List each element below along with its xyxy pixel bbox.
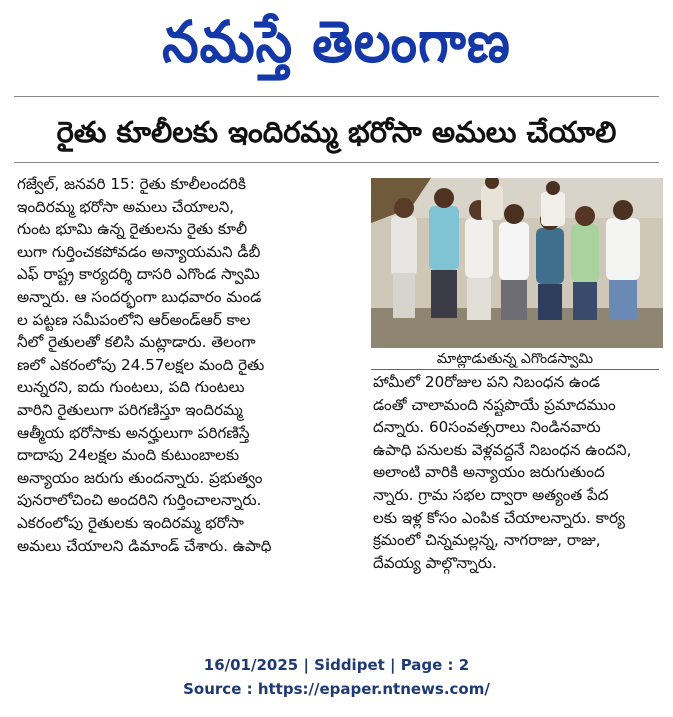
top-divider	[14, 96, 659, 97]
photo-caption: మాట్లాడుతున్న ఎగొండస్వామి	[371, 348, 659, 370]
article-text-line: ల పట్టణ సమీపంలోని ఆర్అండ్ఆర్ కాల	[17, 310, 251, 329]
article-text-line: నీలో రైతులతో కలిసి మట్లాడారు. తెలంగా	[17, 333, 256, 352]
article-text-line: ఎకరంలోపు రైతులకు ఇందిరమ్మ భరోసా	[17, 513, 244, 532]
article-column-right	[373, 371, 659, 574]
article-text-line: అన్నారు. ఆ సందర్భంగా బుధవారం మండ	[17, 287, 262, 306]
article-text-line: న్నారు. గ్రామ సభల ద్వారా అత్యంత పేద	[373, 485, 609, 504]
article-text-line: పునరాలోచించి అందరిని గుర్తించాలన్నారు.	[17, 491, 262, 510]
article-text-line: అన్యాయం జరుగు తుందన్నారు. ప్రభుత్వం	[17, 468, 263, 487]
article-text-line: డంతో చాలామంది నష్టపొయే ప్రమాదముం	[373, 395, 616, 414]
article-text-line: వారిని రైతులుగా పరిగణిస్తూ ఇందిరమ్మ	[17, 400, 243, 419]
article-photo	[371, 178, 663, 348]
masthead-title: నమస్తే తెలంగాణ	[162, 9, 511, 76]
footer-source: Source : https://epaper.ntnews.com/	[183, 680, 490, 698]
newspaper-masthead	[0, 4, 673, 86]
headline-divider	[14, 162, 659, 163]
article-text-line: లున్నరని, ఐదు గుంటలు, పది గుంటలు	[17, 378, 245, 397]
article-text-line: దన్నారు. 60సంవత్సరాలు నిండినవారు	[373, 418, 601, 437]
article-text-line: ఎఫ్ రాష్ట్ర కార్యదర్శి దాసరి ఎగొండ స్వామి	[17, 265, 260, 284]
article-headline: రైతు కూలీలకు ఇందిరమ్మ భరోసా అమలు చేయాలి	[56, 115, 617, 149]
article-text-line: లుగా గుర్తించకపోవడం అన్యాయమని డీబీ	[17, 242, 261, 261]
article-text-line: హామీలో 20రోజుల పని నిబంధన ఉండ	[373, 373, 601, 391]
article-text-line: గజ్వేల్, జనవరి 15: రైతు కూలీలందరికి	[17, 175, 246, 193]
footer-date-edition: 16/01/2025 | Siddipet | Page : 2	[203, 656, 470, 674]
article-text-line: క్రమంలో చిన్నమల్లన్న, నాగరాజు, రాజు,	[373, 531, 601, 550]
article-text-line: అలాంటి వారికి అన్యాయం జరుగుతుంద	[373, 463, 605, 482]
article-text-line: అమలు చేయాలని డిమాండ్ చేశారు. ఉపాధి	[17, 536, 272, 555]
article-text-line: ఆత్మీయ భరోసాకు అనర్హులుగా పరిగణిస్తే	[17, 423, 250, 442]
article-text-line: గుంట భూమి ఉన్న రైతులను రైతు కూలీ	[17, 220, 248, 239]
article-text-line: ఉపాధి పనులకు వెళ్లవద్దనే నిబంధన ఉందని,	[373, 440, 632, 459]
article-text-line: లకు ఇళ్ల కోసం ఎంపిక చేయాలన్నారు. కార్య	[373, 508, 625, 527]
article-column-left	[17, 173, 359, 557]
article-text-line: దేవయ్య పాల్గొన్నారు.	[373, 553, 497, 572]
article-text-line: ఇందిరమ్మ భరోసా అమలు చేయాలని,	[17, 197, 235, 216]
article-text-line: దాదాపు 24లక్షల మంది కుటుంబాలకు	[17, 446, 240, 465]
article-text-line: ణలో ఎకరంలోపు 24.57లక్షల మంది రైతు	[17, 355, 265, 374]
photo-illustration	[371, 178, 663, 348]
